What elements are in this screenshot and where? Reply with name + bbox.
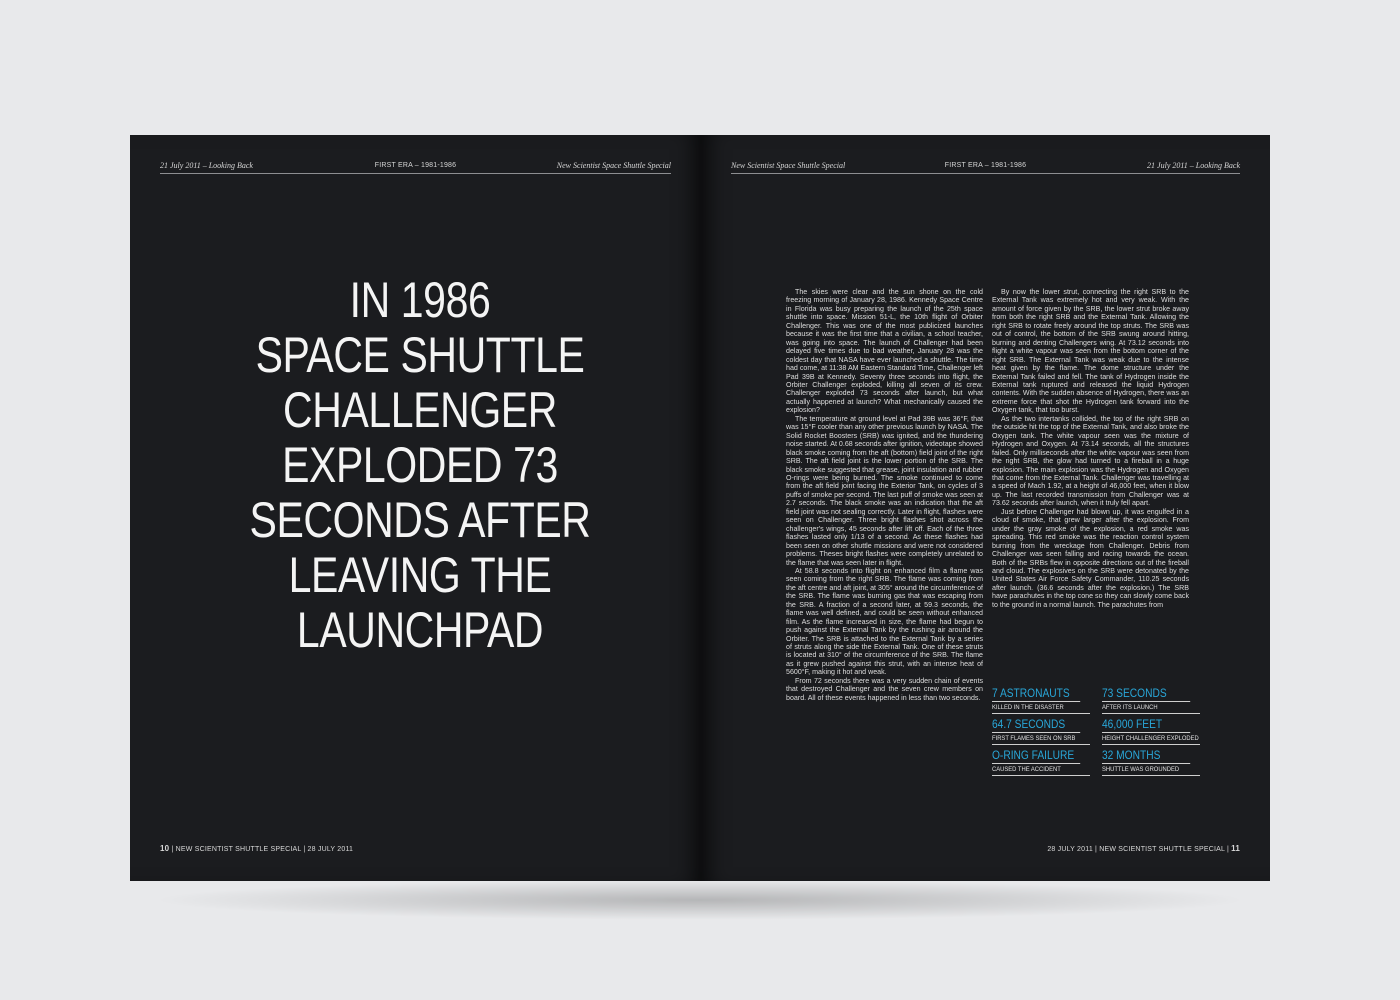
stat-item <box>1102 718 1200 745</box>
right-header-publication: New Scientist Space Shuttle Special <box>731 161 846 170</box>
stat-caption: AFTER ITS LAUNCH <box>1102 701 1190 712</box>
right-header-date: 21 July 2011 – Looking Back <box>1147 161 1240 170</box>
article-paragraph: At 58.8 seconds into flight on enhanced film a flame was seen coming from the right SRB. The flame was coming from the aft centre and aft joint, at 305° around the circumference of the SRB. The flame was burning gas that was escaping from the SRB. A fraction of a second later, at 59.3 seconds, the flame was well defined, and could be seen without enhanced film. As the flame increased in size, the flame had begun to push against the External Tank by the rushing air around the Orbiter. The SRB is attached to the External Tank by a series of struts along the side the External Tank. One of these struts is located at 310° of the circumference of the SRB. The flame as it grew pushed against this strut, with an intense heat of 5600°F, making it hot and weak. <box>786 566 983 677</box>
article-paragraph: Just before Challenger had blown up, it was engulfed in a cloud of smoke, that grew larger after the explosion. From under the gray smoke of the explosion, a red smoke was spreading. This red smoke was the reaction control system burning from the wreckage from Challenger. Debris from Challenger was seen falling and racing towards the ocean. Both of the SRBs flew in opposite directions out of the fireball and cloud. The explosives on the SRB were detonated by the United States Air Force Safety Commander, 110.25 seconds after launch. (36.6 seconds after the explosion.) The SRB have parachutes in the top cone so they can slowly come back to the ground in a normal launch. The parachutes from <box>992 507 1189 609</box>
stat-item <box>992 718 1090 745</box>
stat-value: 7 ASTRONAUTS <box>992 686 1070 700</box>
headline-line: SECONDS AFTER <box>249 492 591 548</box>
left-folio-text: | NEW SCIENTIST SHUTTLE SPECIAL | 28 JULY 2011 <box>171 846 354 853</box>
headline-line: LAUNCHPAD <box>296 602 544 658</box>
left-page <box>130 135 701 881</box>
stat-caption: SHUTTLE WAS GROUNDED <box>1102 763 1190 774</box>
article-column-2 <box>992 288 1189 688</box>
right-page-number: 11 <box>1231 844 1240 853</box>
stat-item <box>1102 749 1200 776</box>
stat-caption: CAUSED THE ACCIDENT <box>992 763 1080 774</box>
right-folio <box>1047 844 1240 853</box>
fact-box <box>992 687 1200 776</box>
stat-caption: FIRST FLAMES SEEN ON SRB <box>992 732 1080 743</box>
headline-line: EXPLODED 73 <box>282 437 558 493</box>
stat-value: 64.7 SECONDS <box>992 717 1066 731</box>
headline <box>215 273 625 658</box>
right-folio-text: 28 JULY 2011 | NEW SCIENTIST SHUTTLE SPECIAL | <box>1047 846 1229 853</box>
left-header-publication: New Scientist Space Shuttle Special <box>556 161 671 170</box>
headline-line: LEAVING THE <box>288 547 552 603</box>
stat-value: 32 MONTHS <box>1102 748 1161 762</box>
stat-item <box>1102 687 1200 714</box>
article-paragraph: The skies were clear and the sun shone on the cold freezing morning of January 28, 1986. Kennedy Space Centre in Florida was busy preparing the launch of the 25th space shuttle into space. Mission 51-L, the 10th flight of Orbiter Challenger. This was one of the most publicized launches because it was the first time that a civilian, a school teacher, was going into space. The launch of Challenger had been delayed five times due to bad weather, January 28 was the coldest day that NASA have ever launched a shuttle. The time had come, at 11:38 AM Eastern Standard Time, Challenger left Pad 39B at Kennedy. Seventy three seconds into flight, the Orbiter Challenger exploded, killing all seven of its crew. Challenger exploded 73 seconds after launch, but what actually happened at launch? What mechanically caused the explosion? <box>786 288 983 415</box>
stat-caption: HEIGHT CHALLENGER EXPLODED <box>1102 732 1190 743</box>
left-header-date: 21 July 2011 – Looking Back <box>160 161 253 170</box>
left-folio <box>160 844 353 853</box>
left-running-header <box>160 161 671 174</box>
article-paragraph: The temperature at ground level at Pad 39B was 36°F, that was 15°F cooler than any other previous launch by NASA. The Solid Rocket Boosters (SRB) was ignited, and the thundering noise started. At 0.68 seconds after ignition, videotape showed black smoke coming from the aft (bottom) field joint of the right SRB. The aft field joint is the lower portion of the SRB. The black smoke suggested that grease, joint insulation and rubber O-rings were being burned. The smoke continued to come from the aft field joint facing the Exterior Tank, on cycles of 3 puffs of smoke per second. The last puff of smoke was seen at 2.7 seconds. The black smoke was an indication that the aft field joint was not sealing correctly. Later in flight, flashes were seen on Challenger. Three bright flashes shot across the challenger's wings, 45 seconds after lift off. Each of the three flashes lasted only 1/13 of a second. As these flashes had been seen on other shuttle missions and were not considered problems. Theses bright flashes were completely unrelated to the flame that was seen later in flight. <box>786 414 983 567</box>
stat-item <box>992 749 1090 776</box>
headline-line: SPACE SHUTTLE <box>255 327 585 383</box>
right-header-section: FIRST ERA – 1981-1986 <box>944 162 1027 169</box>
article-paragraph: As the two intertanks collided, the top of the right SRB on the outside hit the top of the External Tank, and also broke the Oxygen tank. The white vapour seen was the mixture of Hydrogen and Oxygen. At 73.14 seconds, all the structures failed. Only milliseconds after the white vapour was seen from the right SRB, the glow had turned to a fireball in a huge explosion. The main explosion was the Hydrogen and Oxygen that come from the External Tank. Challenger was travelling at a speed of Mach 1.92, at a height of 46,000 feet, when it blow up. The last recorded transmission from Challenger was at 73.62 seconds after launch, when it truly fell apart. <box>992 414 1189 508</box>
spread-shadow <box>150 880 1250 920</box>
article-column-1 <box>786 288 983 808</box>
stat-caption: KILLED IN THE DISASTER <box>992 701 1080 712</box>
headline-line: CHALLENGER <box>283 382 557 438</box>
stat-value: O-RING FAILURE <box>992 748 1075 762</box>
article-paragraph: By now the lower strut, connecting the right SRB to the External Tank was extremely hot and very weak. With the amount of force given by the SRB, the lower strut broke away from both the right SRB and the External Tank. Allowing the right SRB to rotate freely around the top struts. The SRB was out of control, the bottom of the SRB swung around hitting, burning and denting Challengers wing. At 73.12 seconds into flight a white vapour was seen from the bottom corner of the right SRB. The External Tank was weak due to the intense heat given by the flame. The dome structure under the External Tank failed and fell. The tank of Hydrogen inside the External tank ruptured and released the liquid Hydrogen contents. With the sudden absence of Hydrogen, there was an extreme force that shot the Hydrogen tank forward into the Oxygen tank, that too burst. <box>992 288 1189 415</box>
left-page-number: 10 <box>160 844 170 853</box>
right-running-header <box>731 161 1240 174</box>
stat-value: 73 SECONDS <box>1102 686 1167 700</box>
left-header-section: FIRST ERA – 1981-1986 <box>374 162 457 169</box>
headline-line: IN 1986 <box>349 272 491 328</box>
right-page <box>701 135 1270 881</box>
article-paragraph: From 72 seconds there was a very sudden chain of events that destroyed Challenger and the seven crew members on board. All of these events happened in less than two seconds. <box>786 676 983 702</box>
stat-value: 46,000 FEET <box>1102 717 1163 731</box>
stat-item <box>992 687 1090 714</box>
